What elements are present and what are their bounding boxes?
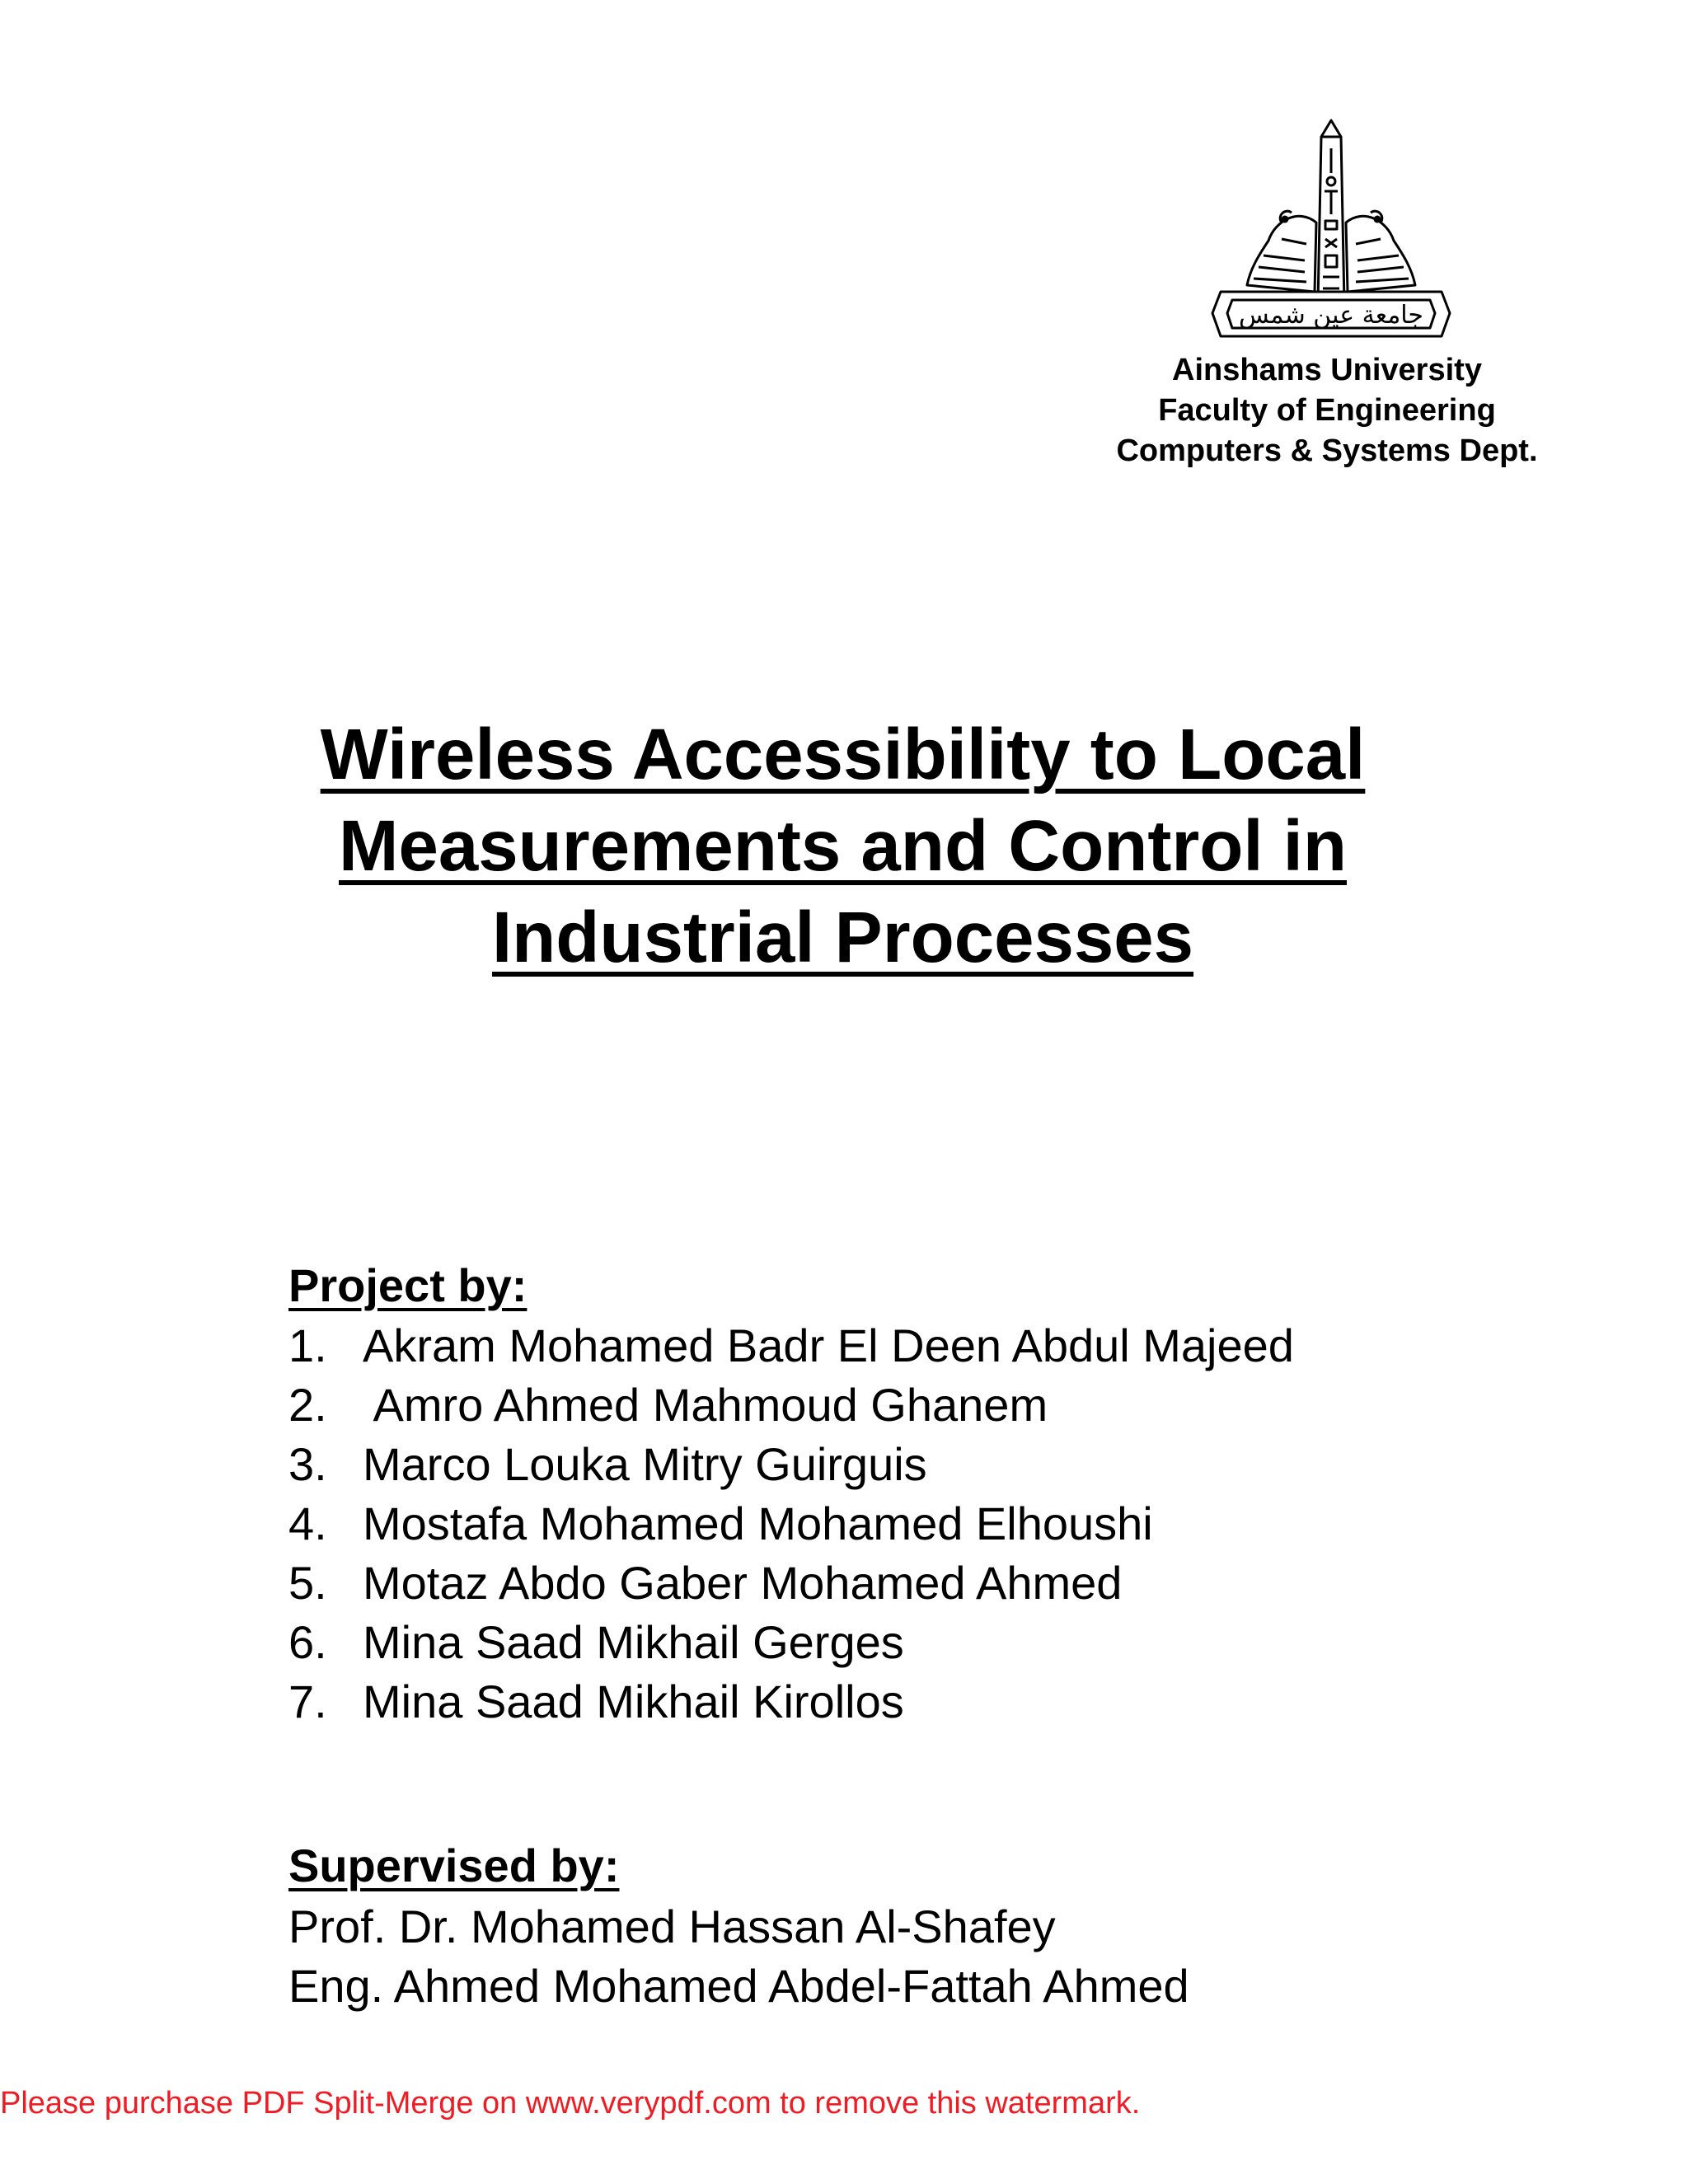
department-name: Computers & Systems Dept. xyxy=(1116,434,1538,468)
supervisor-name: Eng. Ahmed Mohamed Abdel-Fattah Ahmed xyxy=(288,1960,1189,2012)
member-name: Motaz Abdo Gaber Mohamed Ahmed xyxy=(363,1557,1123,1609)
list-number: 6. xyxy=(288,1616,327,1668)
supervisor-name: Prof. Dr. Mohamed Hassan Al-Shafey xyxy=(288,1900,1056,1952)
member-name: Akram Mohamed Badr El Deen Abdul Majeed xyxy=(363,1319,1294,1371)
supervised-heading: Supervised by: xyxy=(288,1840,620,1891)
member-name: Mostafa Mohamed Mohamed Elhoushi xyxy=(363,1497,1153,1549)
document-title xyxy=(165,709,1521,983)
project-heading: Project by: xyxy=(288,1259,528,1311)
list-item xyxy=(288,1613,1294,1672)
ain-shams-university-seal-icon xyxy=(1199,115,1463,354)
member-name: Amro Ahmed Mahmoud Ghanem xyxy=(363,1379,1048,1431)
logo-arabic-text: جامعة عين شمس xyxy=(1239,301,1423,330)
list-item xyxy=(288,1376,1294,1435)
watermark-text: Please purchase PDF Split-Merge on www.verypdf.com to remove this watermark. xyxy=(0,2086,1141,2121)
member-name: Mina Saad Mikhail Kirollos xyxy=(363,1675,904,1727)
list-item xyxy=(288,1554,1294,1613)
list-item xyxy=(288,1672,1294,1732)
title-line: Measurements and Control in xyxy=(338,806,1347,886)
member-list xyxy=(288,1316,1294,1732)
title-line: Industrial Processes xyxy=(491,898,1194,977)
institution-block xyxy=(1047,350,1607,471)
list-number: 5. xyxy=(288,1557,327,1609)
list-number: 1. xyxy=(288,1319,327,1371)
university-name: Ainshams University xyxy=(1172,353,1482,387)
list-number: 4. xyxy=(288,1497,327,1549)
faculty-name: Faculty of Engineering xyxy=(1158,393,1496,428)
list-number: 7. xyxy=(288,1675,327,1727)
list-item xyxy=(288,1494,1294,1554)
member-name: Mina Saad Mikhail Gerges xyxy=(363,1616,904,1668)
list-number: 3. xyxy=(288,1438,327,1490)
supervisor-list xyxy=(288,1897,1189,2016)
title-line: Wireless Accessibility to Local xyxy=(320,715,1366,794)
list-item xyxy=(288,1435,1294,1494)
list-number: 2. xyxy=(288,1379,327,1431)
member-name: Marco Louka Mitry Guirguis xyxy=(363,1438,927,1490)
list-item xyxy=(288,1316,1294,1376)
